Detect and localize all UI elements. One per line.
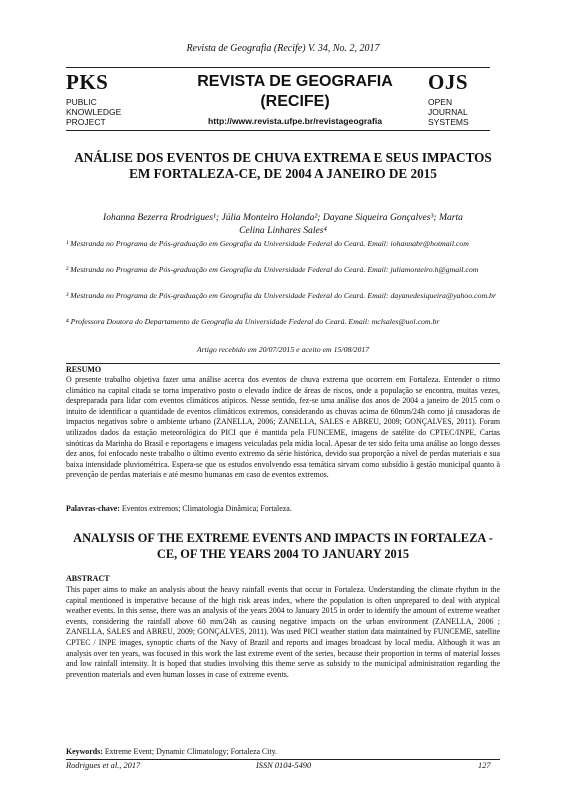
ojs-sub-line-2: JOURNAL [428, 107, 468, 117]
journal-title-line-1: REVISTA DE GEOGRAFIA [197, 73, 393, 90]
affiliation-2: ² Mestranda no Programa de Pós-graduação em Geografia da Universidade Federal do Ceará. Email: juliamonteiro.h@gmail.com [66, 265, 479, 274]
abstract-keywords [66, 747, 500, 758]
abstract-heading: ABSTRACT [66, 574, 110, 583]
ojs-sub-line-3: SYSTEMS [428, 117, 469, 127]
resumo-keywords-label: Palavras-chave: [66, 504, 120, 513]
footer-issn: ISSN 0104-5490 [256, 761, 312, 770]
paper-title: ANÁLISE DOS EVENTOS DE CHUVA EXTREMA E SEUS IMPACTOS EM FORTALEZA-CE, DE 2004 A JANEIRO DE 2015 [74, 150, 492, 181]
received-date: Artigo recebido em 20/07/2015 e aceito em 15/08/2017 [196, 345, 370, 354]
pks-logo: PKS [66, 70, 109, 94]
resumo-rule [66, 363, 500, 364]
affiliation-3: ³ Mestranda no Programa de Pós-graduação em Geografia da Universidade Federal do Ceará. Email: dayanedesiqueira@yahoo.com.br [66, 291, 496, 300]
masthead-top-rule [66, 67, 490, 68]
running-head: Revista de Geografia (Recife) V. 34, No. 2, 2017 [186, 43, 380, 54]
abstract-keywords-label: Keywords: [66, 747, 103, 756]
authors [66, 211, 500, 237]
journal-title [160, 72, 430, 112]
journal-title-line-2: (RECIFE) [260, 93, 330, 110]
resumo-text: O presente trabalho objetiva fazer uma análise acerca dos eventos de chuva extrema que ocorrem em Fortaleza. Entender o ritmo climático na capital citada se torna imperativo posto o elevado índice de áreas de riscos, onde a população se encontra, muitas vezes, despreparada para lidar com eventos climáticos atípicos. Nesse sentido, fez-se uma análise dos anos de 2004 a janeiro de 2015 com o intuito de identificar a quantidade de eventos climáticos extremos, considerando as chuvas acima de 60mm/24h como já causadoras de impactos negativos sobre o ambiente urbano (ZANELLA, 2006; ZANELLA, SALES e ABREU, 2009; GONÇALVES, 2011). Foram utilizados dados da estação meteorológica do PICI que é mantida pela FUNCEME, imagens de satélite do CPTEC/INPE, Cartas sinóticas da Marinha do Brasil e reportagens e imagens veiculadas pela mídia local. Apesar de ter sido feita uma análise ao longo desses dez anos, foi enfocado neste trabalho o último evento extremo da série histórica, devido sua proporção a nível de perdas materiais e sua baixa intensidade pluviométrica. Espera-se que os estudos envolvendo essa temática sirvam como subsídio à gestão municipal quanto à prevenção de perdas materiais e até mesmo humanas em caso de eventos extremos. [66, 375, 500, 480]
resumo-keywords [66, 504, 500, 515]
footer-rule [66, 759, 500, 760]
affiliation-1: ¹ Mestranda no Programa de Pós-graduação em Geografia da Universidade Federal do Ceará. Email: iohannabr@hotmail.com [66, 239, 469, 248]
resumo-heading: RESUMO [66, 365, 102, 374]
ojs-sub-line-1: OPEN [428, 97, 453, 107]
masthead-bottom-rule [66, 130, 490, 131]
ojs-logo: OJS [428, 70, 469, 94]
authors-line-1: Iohanna Bezerra Rrodrigues¹; Júlia Monteiro Holanda²; Dayane Siqueira Gonçalves³; Marta [103, 212, 463, 223]
affiliation-4: ⁴ Professora Doutora do Departamento de Geografia da Universidade Federal do Ceará. Email: mclsales@uol.com.br [66, 317, 440, 326]
pks-sub-line-2: KNOWLEDGE [66, 107, 122, 117]
resumo-keywords-value: Eventos extremos; Climatologia Dinâmica; Fortaleza. [121, 504, 292, 513]
journal-url-link[interactable]: http://www.revista.ufpe.br/revistageografia [208, 116, 382, 126]
footer-page-number: 127 [478, 761, 491, 770]
pks-sub-line-3: PROJECT [66, 117, 106, 127]
footer-authors: Rodrigues et al., 2017 [66, 761, 141, 770]
abstract-text: This paper aims to make an analysis about the heavy rainfall events that occur in Fortaleza. Understanding the climate rhythm in the capital mentioned is imperative because of the high risk areas index, where the population is often unprepared to deal with atypical weather events. In this sense, there was an analysis of the years 2004 to January 2015 in order to identify the amount of extreme weather events, considering the rainfall above 60 mm/24h as causing negative impacts on the urban environment (ZANELLA, 2006 ; ZANELLA, SALES and ABREU, 2009; GONÇALVES, 2011). Was used PICI weather station data maintained by FUNCEME, satellite CPTEC / INPE images, synoptic charts of the Navy of Brazil and reports and images broadcast by local media. Although it was an analysis over ten years, was focused in this work the last extreme event of the series, because their proportion in terms of material losses and low rainfall intensity. It is hoped that studies involving this theme serve as subsidy to the municipal administration regarding the prevention materials and even human losses in case of extreme events. [66, 585, 500, 679]
authors-line-2: Celina Linhares Sales⁴ [239, 225, 327, 236]
english-title: ANALYSIS OF THE EXTREME EVENTS AND IMPACTS IN FORTALEZA - CE, OF THE YEARS 2004 TO JANUARY 2015 [73, 531, 493, 561]
pks-sub-line-1: PUBLIC [66, 97, 97, 107]
abstract-keywords-value: Extreme Event; Dynamic Climatology; Fortaleza City. [104, 747, 277, 756]
